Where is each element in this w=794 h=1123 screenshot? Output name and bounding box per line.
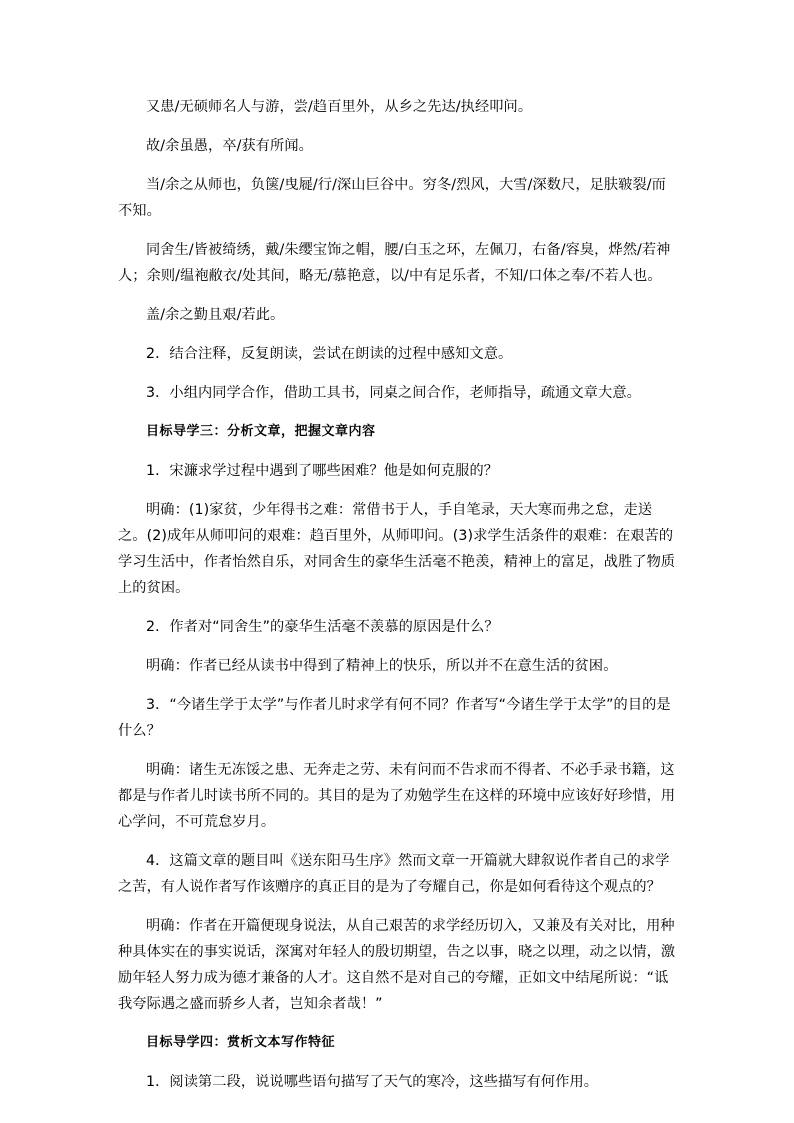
document-page	[118, 94, 678, 1108]
answer-2: 明确：作者已经从读书中得到了精神上的快乐，所以并不在意生活的贫困。	[146, 658, 618, 674]
question-4: 4．这篇文章的题目叫《送东阳马生序》然而文章一开篇就大肆叙说作者自己的求学之苦，有人说作者写作该赠序的真正目的是为了夸耀自己，你是如何看待这个观点的？	[118, 853, 670, 895]
question-5: 1．阅读第二段，说说哪些语句描写了天气的寒冷，这些描写有何作用。	[146, 1074, 599, 1090]
question-1: 1．宋濂求学过程中遇到了哪些困难？他是如何克服的？	[146, 463, 499, 479]
answer-4: 明确：作者在开篇便现身说法，从自己艰苦的求学经历切入，又兼及有关对比，用种种具体实在的事实说话，深寓对年轻人的殷切期望，告之以事，晓之以理，动之以情，激励年轻人努力成为德才兼备的人才。这自然不是对自己的夸耀，正如文中结尾所说：“诋我夸际遇之盛而骄乡人者，岂知余者哉！”	[118, 918, 676, 1012]
section-heading-4: 目标导学四：赏析文本写作特征	[146, 1035, 336, 1050]
step-3: 3．小组内同学合作，借助工具书，同桌之间合作，老师指导，疏通文章大意。	[146, 385, 641, 401]
section-heading-3: 目标导学三：分析文章，把握文章内容	[146, 424, 376, 439]
answer-1: 明确：(1)家贫，少年得书之难：常借书于人，手自笔录，天大寒而弗之怠，走送之。(2)成年从师叩问的艰难：趋百里外，从师叩问。(3)求学生活条件的艰难：在艰苦的学习生活中，作者怡然自乐，对同舍生的豪华生活毫不艳羡，精神上的富足，战胜了物质上的贫困。	[118, 502, 676, 596]
paragraph-4: 同舍生/皆被绮绣，戴/朱缨宝饰之帽，腰/白玉之环，左佩刀，右备/容臭，烨然/若神人；余则/缊袍敝衣/处其间，略无/慕艳意，以/中有足乐者，不知/口体之奉/不若人也。	[118, 242, 671, 284]
paragraph-1: 又患/无硕师名人与游，尝/趋百里外，从乡之先达/执经叩问。	[146, 99, 533, 115]
paragraph-2: 故/余虽愚，卒/获有所闻。	[146, 138, 313, 154]
paragraph-3: 当/余之从师也，负箧/曳屣/行/深山巨谷中。穷冬/烈风，大雪/深数尺，足肤皲裂/而不知。	[118, 177, 666, 219]
answer-3: 明确：诸生无冻馁之患、无奔走之劳、未有问而不告求而不得者、不必手录书籍，这都是与作者儿时读书所不同的。其目的是为了劝勉学生在这样的环境中应该好好珍惜，用心学问，不可荒怠岁月。	[118, 762, 676, 830]
step-2: 2．结合注释，反复朗读，尝试在朗读的过程中感知文意。	[146, 346, 513, 362]
question-3: 3．“今诸生学于太学”与作者儿时求学有何不同？作者写“今诸生学于太学”的目的是什么？	[118, 697, 671, 739]
question-2: 2．作者对“同舍生”的豪华生活毫不羡慕的原因是什么？	[146, 619, 499, 635]
paragraph-5: 盖/余之勤且艰/若此。	[146, 307, 285, 323]
